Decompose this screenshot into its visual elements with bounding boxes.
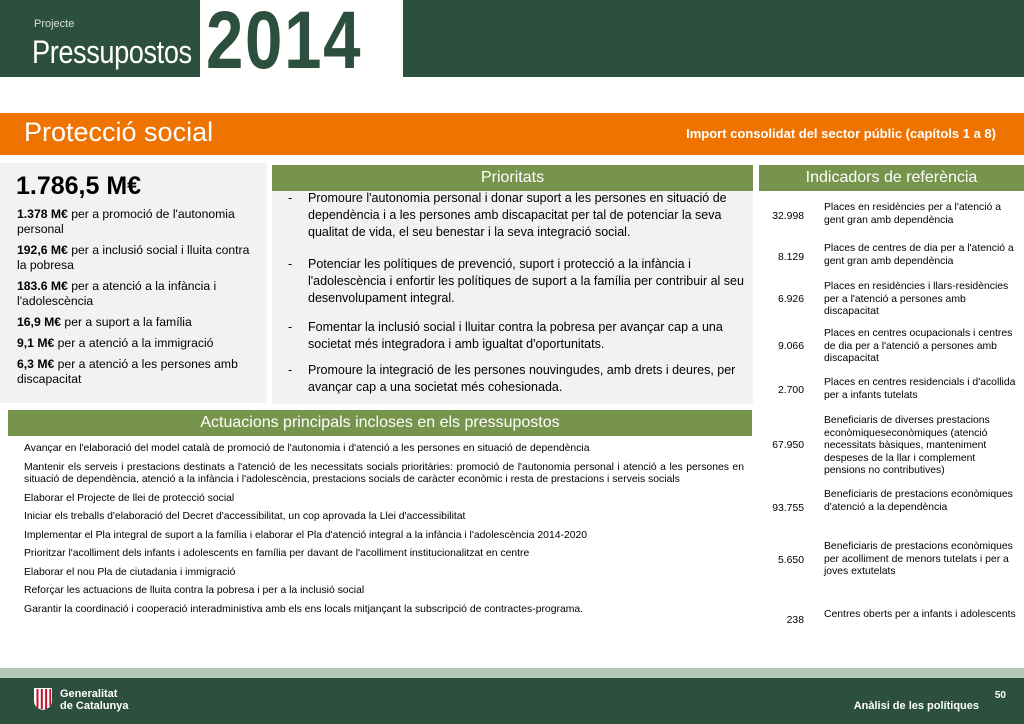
indicator-value: 6.926 [777,294,804,305]
budget-list [17,207,257,393]
indicator-value: 93.755 [772,503,804,514]
page-subtitle: Import consolidat del sector públic (capítols 1 a 8) [686,126,996,141]
priorities-list [288,190,744,411]
actions-heading: Actuacions principals incloses en els pressupostos [8,410,752,436]
action-item: Garantir la coordinació i cooperació interadministiva amb els ens locals mitjançant la subscripció de contractes-programa. [24,603,584,615]
budget-item: 183.6 M€ per a atenció a la infància i l'adolescència [17,279,217,308]
indicator-desc: Centres oberts per a infants i adolescents [824,609,1016,620]
action-item: Avançar en l'elaboració del model català de promoció de l'autonomia i d'atenció a les persones en situació de dependència [24,443,590,454]
priority-item: - Promoure la integració de les persones nouvingudes, amb drets i deures, per avançar cap a una societat més cohesionada. [288,363,736,394]
indicator-desc: Places de centres de dia per a l'atenció a gent gran amb dependència [824,243,1014,267]
indicator-desc: Places en residències per a l'atenció a gent gran amb dependència [824,202,1001,226]
footer-label: Anàlisi de les polítiques [853,700,979,712]
generalitat-logo-icon [33,687,53,711]
indicator-value: 67.950 [772,440,804,451]
indicator-value: 9.066 [777,341,804,352]
page-number: 50 [994,690,1006,701]
footer-stripe [0,668,1024,678]
priority-item: - Promoure l'autonomia personal i donar suport a les persones en situació de dependència i a les persones amb discapacitat per tal de potenciar la seva qualitat de vida, el seu benestar i la seva integració social. [288,191,727,239]
budget-item: 9,1 M€ per a atenció a la immigració [17,336,214,350]
indicator-desc: Places en residències i llars-residències per a l'atenció a persones amb discapacitat [824,281,1009,317]
action-item: Implementar el Pla integral de suport a la família i elaborar el Pla d'atenció integral a la infància i l'adolescència 2014-2020 [24,529,588,541]
budget-item: 1.378 M€ per a promoció de l'autonomia personal [17,207,235,236]
priority-item: - Potenciar les polítiques de prevenció, suport i protecció a la infància i l'adolescència i enfortir les polítiques de suport a la família per contribuir al seu desenvolupament integral. [288,257,744,305]
header-year: 2014 [206,0,363,86]
budget-item: 6,3 M€ per a atenció a les persones amb discapacitat [17,357,238,386]
action-item: Reforçar les actuacions de lluita contra la pobresa i per a la inclusió social [24,585,365,596]
priority-item: - Fomentar la inclusió social i lluitar contra la pobresa per avançar cap a una societat més integradora i amb igualtat d'oportunitats. [288,320,723,351]
generalitat-logo-text: Generalitat de Catalunya [60,688,129,712]
indicator-desc: Beneficiaris de diverses prestacions econòmiqueseconòmiques (atenció necessitats bàsiques, manteniment despeses de la llar i complement pensions no contributives) [824,415,990,476]
indicator-desc: Places en centres ocupacionals i centres de dia per a l'atenció a persones amb discapacitat [824,328,1013,364]
indicator-value: 2.700 [777,385,804,396]
indicators-heading: Indicadors de referència [759,165,1024,191]
action-item: Elaborar el nou Pla de ciutadania i immigració [24,566,236,578]
priorities-heading: Prioritats [272,165,753,191]
dash-bullet: - [288,257,293,271]
budget-item: 192,6 M€ per a inclusió social i lluita contra la pobresa [17,243,250,272]
budget-item: 16,9 M€ per a suport a la família [17,315,192,329]
header-kicker: Projecte [34,18,75,30]
actions-list [24,443,744,622]
dash-bullet: - [288,363,293,377]
action-item: Mantenir els serveis i prestacions destinats a l'atenció de les necessitats socials prioritàries: promoció de l'autonomia personal i atenció a les persones en situació de dependència, atenció a la infància i l'adolescència, prestacions socials de caràcter econòmic i resta de prestacions i serveis socials [24,461,744,485]
page-title: Protecció social [24,117,214,147]
action-item: Prioritzar l'acolliment dels infants i adolescents en família per davant de l'acolliment institucionalitzat en centre [24,548,530,559]
indicator-desc: Places en centres residencials i d'acollida per a infants tutelats [824,377,1016,401]
dash-bullet: - [288,191,293,205]
header-title: Pressupostos [32,34,192,70]
indicator-desc: Beneficiaris de prestacions econòmiques per acolliment de menors tutelats i per a joves extutelats [824,541,1013,577]
indicator-value: 238 [786,615,804,626]
indicator-value: 32.998 [772,211,804,222]
indicator-desc: Beneficiaris de prestacions econòmiques d'atenció a la dependència [824,489,1013,513]
action-item: Elaborar el Projecte de llei de protecció social [24,492,235,504]
indicator-value: 5.650 [777,555,804,566]
indicator-value: 8.129 [777,252,804,263]
action-item: Iniciar els treballs d'elaboració del Decret d'accessibilitat, un cop aprovada la Llei d'accessibilitat [24,511,466,522]
budget-total: 1.786,5 M€ [16,172,142,200]
dash-bullet: - [288,320,293,334]
